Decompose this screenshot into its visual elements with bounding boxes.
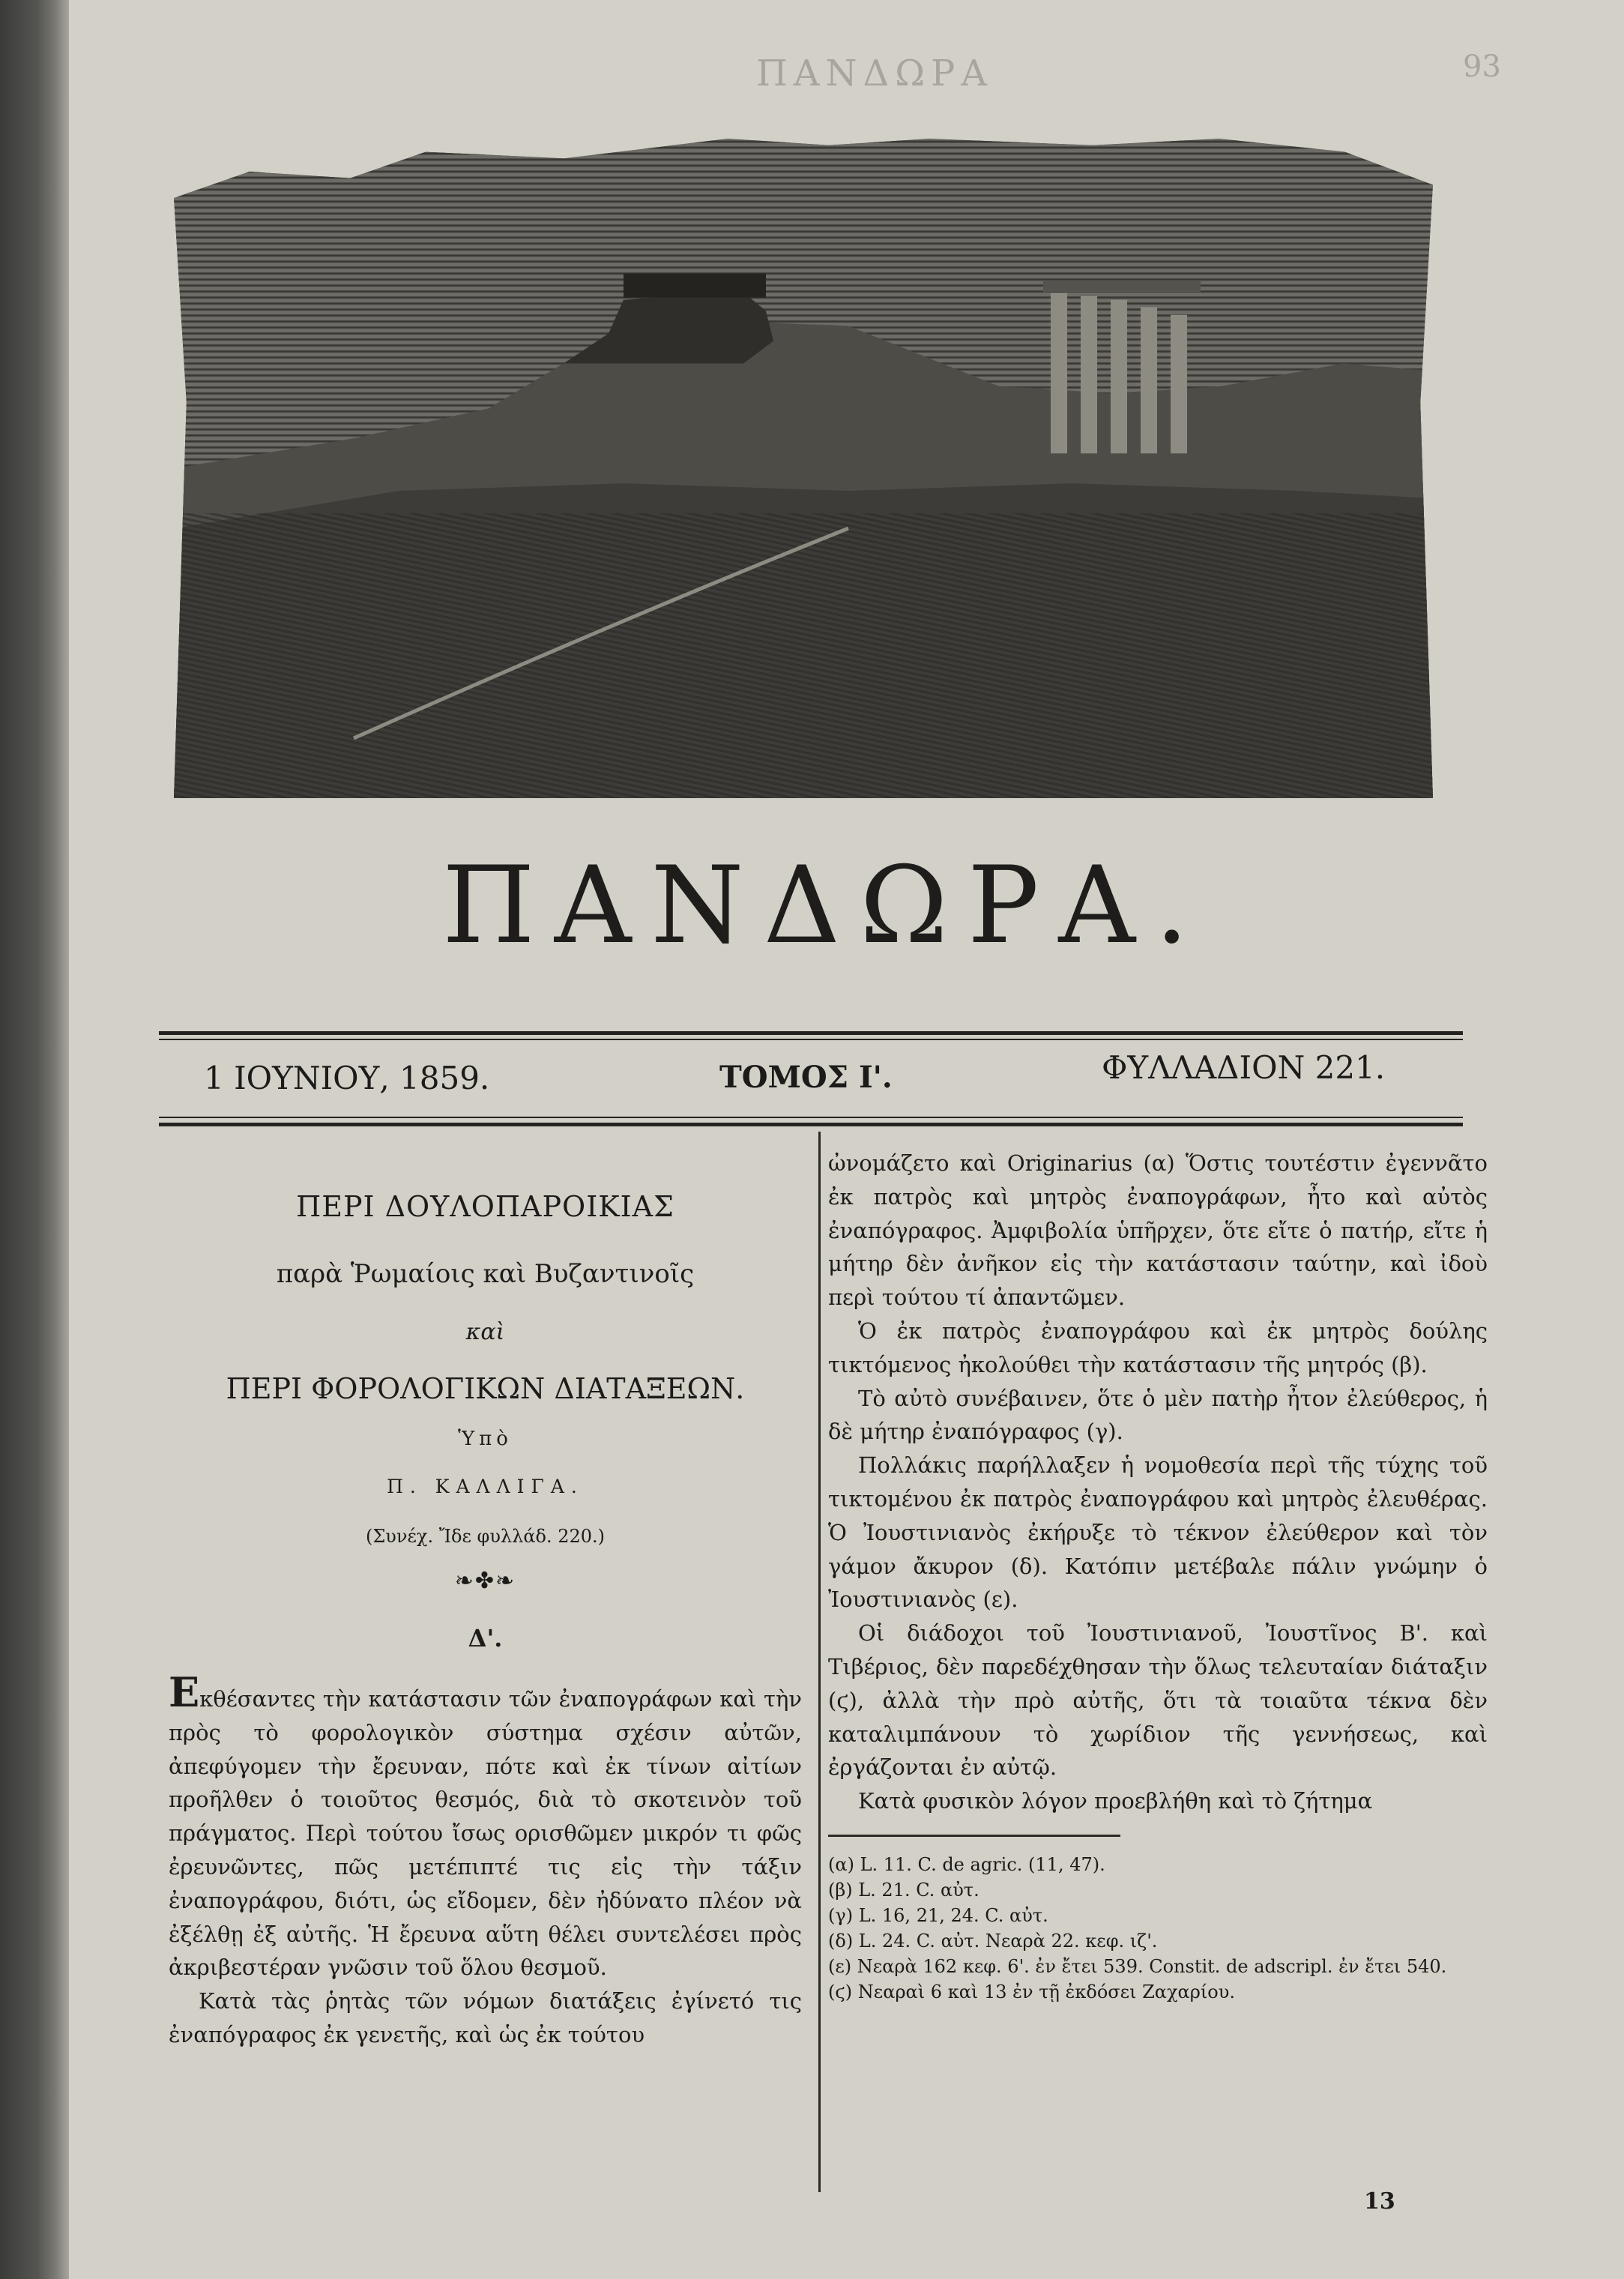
left-column xyxy=(169,1190,802,2052)
right-paragraph-4: Πολλάκις παρήλλαξεν ἡ νομοθεσία περὶ τῆς τύχης τοῦ τικτομένου ἐκ πατρὸς ἐναπογράφου καὶ μητρὸς ἐλευθέρας. Ὁ Ἰουστινιανὸς ἐκήρυξε τὸ τέκνον ἐλεύθερον καὶ τὸν γάμον ἄκυρον (δ). Κατόπιν μετέβαλε πάλιν γνώμην ὁ Ἰουστινιανὸς (ε). xyxy=(828,1452,1488,1613)
article-author: Π. ΚΑΛΛΙΓΑ. xyxy=(387,1476,584,1497)
dateline-rule-bottom-thin xyxy=(159,1117,1463,1118)
footnote-rule xyxy=(828,1835,1120,1837)
right-paragraph-1: ὠνομάζετο καὶ Originarius (α) Ὅστις τουτέστιν ἐγεννᾶτο ἐκ πατρὸς καὶ μητρὸς ἐναπογράφων, ἦτο καὶ αὐτὸς ἐναπόγραφος. Ἀμφιβολία ὑπῆρχεν, ὅτε εἴτε ὁ πατήρ, εἴτε ἡ μήτηρ δὲν ἀνῆκον εἰς τὴν κατάστασιν ταύτην, καὶ ἰδοὺ περὶ τούτου τί ἀπαντῶμεν. xyxy=(828,1150,1488,1311)
footnote: (ϛ) Νεαραὶ 6 καὶ 13 ἐν τῇ ἐκδόσει Ζαχαρίου. xyxy=(828,1981,1235,2002)
footnote: (ε) Νεαρὰ 162 κεφ. 6'. ἐν ἔτει 539. Constit. de adscripl. ἐν ἔτει 540. xyxy=(828,1955,1447,1977)
article-title-second: ΠΕΡΙ ΦΟΡΟΛΟΓΙΚΩΝ ΔΙΑΤΑΞΕΩΝ. xyxy=(226,1372,745,1405)
dateline-rule-top-thin xyxy=(159,1039,1463,1040)
footnote: (γ) L. 16, 21, 24. C. αὐτ. xyxy=(828,1904,1048,1926)
continuation-note: (Συνέχ. Ἴδε φυλλάδ. 220.) xyxy=(365,1526,606,1547)
right-paragraph-6: Κατὰ φυσικὸν λόγον προεβλήθη καὶ τὸ ζήτημα xyxy=(858,1788,1373,1814)
bleedthrough-running-head: ΠΑΝΔΩΡΑ xyxy=(756,52,993,94)
acropolis-engraving xyxy=(174,139,1433,798)
left-paragraph-1-text: κθέσαντες τὴν κατάστασιν τῶν ἐναπογράφων καὶ τὴν πρὸς τὸ φορολογικὸν σύστημα σχέσιν αὐτῶν, ἀπεφύγομεν τὴν ἔρευναν, πότε καὶ ἐκ τίνων αἰτίων προῆλθεν ὁ τοιοῦτος θεσμός, διὰ τὸ σκοτεινὸν τοῦ πράγματος. Περὶ τούτου ἴσως ορισθῶμεν μικρόν τι φῶς ἐρευνῶντες, πῶς μετέπιπτέ τις εἰς τὴν τάξιν ἐναπογράφου, διότι, ὡς εἴδομεν, δὲν ἠδύνατο πλέον νὰ ἐξέλθῃ ἐξ αὐτῆς. Ἡ ἔρευνα αὕτη θέλει συντελέσει πρὸς ἀκριβεστέραν γνῶσιν τοῦ ὅλου θεσμοῦ. xyxy=(169,1686,802,1981)
book-binding-edge xyxy=(0,0,69,2279)
article-conjunction: καὶ xyxy=(465,1319,505,1345)
bleedthrough-page-number: 93 xyxy=(1463,49,1501,84)
footnote: (δ) L. 24. C. αὐτ. Νεαρὰ 22. κεφ. ιζ'. xyxy=(828,1930,1158,1952)
footnote: (α) L. 11. C. de agric. (11, 47). xyxy=(828,1853,1105,1875)
left-paragraph-2: Κατὰ τὰς ῥητὰς τῶν νόμων διατάξεις ἐγίνετό τις ἐναπόγραφος ἐκ γενετῆς, καὶ ὡς ἐκ τούτου xyxy=(169,1988,802,2047)
byline-prefix: Ὑπὸ xyxy=(458,1428,513,1450)
volume-number: ΤΟΜΟΣ Ι'. xyxy=(719,1060,893,1095)
section-number: Δ'. xyxy=(468,1624,503,1652)
drop-cap: Ε xyxy=(169,1668,200,1716)
right-column xyxy=(828,1147,1488,2005)
footnote: (β) L. 21. C. αὐτ. xyxy=(828,1879,979,1901)
dateline-rule-bottom-thick xyxy=(159,1123,1463,1126)
column-divider xyxy=(818,1132,821,2192)
footnotes xyxy=(828,1852,1488,2005)
right-paragraph-5: Οἱ διάδοχοι τοῦ Ἰουστινιανοῦ, Ἰουστῖνος Β'. καὶ Τιβέριος, δὲν παρεδέχθησαν τὴν ὅλως τελευταίαν διάταξιν (ϛ), ἀλλὰ τὴν πρὸ αὐτῆς, ὅτι τὰ τοιαῦτα τέκνα δὲν καταλιμπάνουν τὸ χωρίδιον τῆς γεννήσεως, καὶ ἐργάζονται ἐν αὐτῷ. xyxy=(828,1620,1488,1781)
issue-date: 1 ΙΟΥΝΙΟΥ, 1859. xyxy=(204,1060,490,1096)
masthead-title: ΠΑΝΔΩΡΑ. xyxy=(442,844,1209,968)
fleuron-ornament: ❧✤❧ xyxy=(454,1568,516,1594)
sheet-number: ΦΥΛΛΑΔΙΟΝ 221. xyxy=(1102,1049,1386,1086)
dateline-rule-top-thick xyxy=(159,1031,1463,1035)
left-paragraph-1 xyxy=(169,1668,802,1984)
printer-signature-mark: 13 xyxy=(1364,2188,1395,2215)
article-subtitle: παρὰ Ῥωμαίοις καὶ Βυζαντινοῖς xyxy=(276,1259,695,1289)
right-paragraph-2: Ὁ ἐκ πατρὸς ἐναπογράφου καὶ ἐκ μητρὸς δούλης τικτόμενος ἠκολούθει τὴν κατάστασιν τῆς μητρός (β). xyxy=(828,1317,1488,1377)
article-title: ΠΕΡΙ ΔΟΥΛΟΠΑΡΟΙΚΙΑΣ xyxy=(296,1190,674,1223)
right-paragraph-3: Τὸ αὐτὸ συνέβαινεν, ὅτε ὁ μὲν πατὴρ ἦτον ἐλεύθερος, ἡ δὲ μήτηρ ἐναπόγραφος (γ). xyxy=(828,1385,1488,1445)
